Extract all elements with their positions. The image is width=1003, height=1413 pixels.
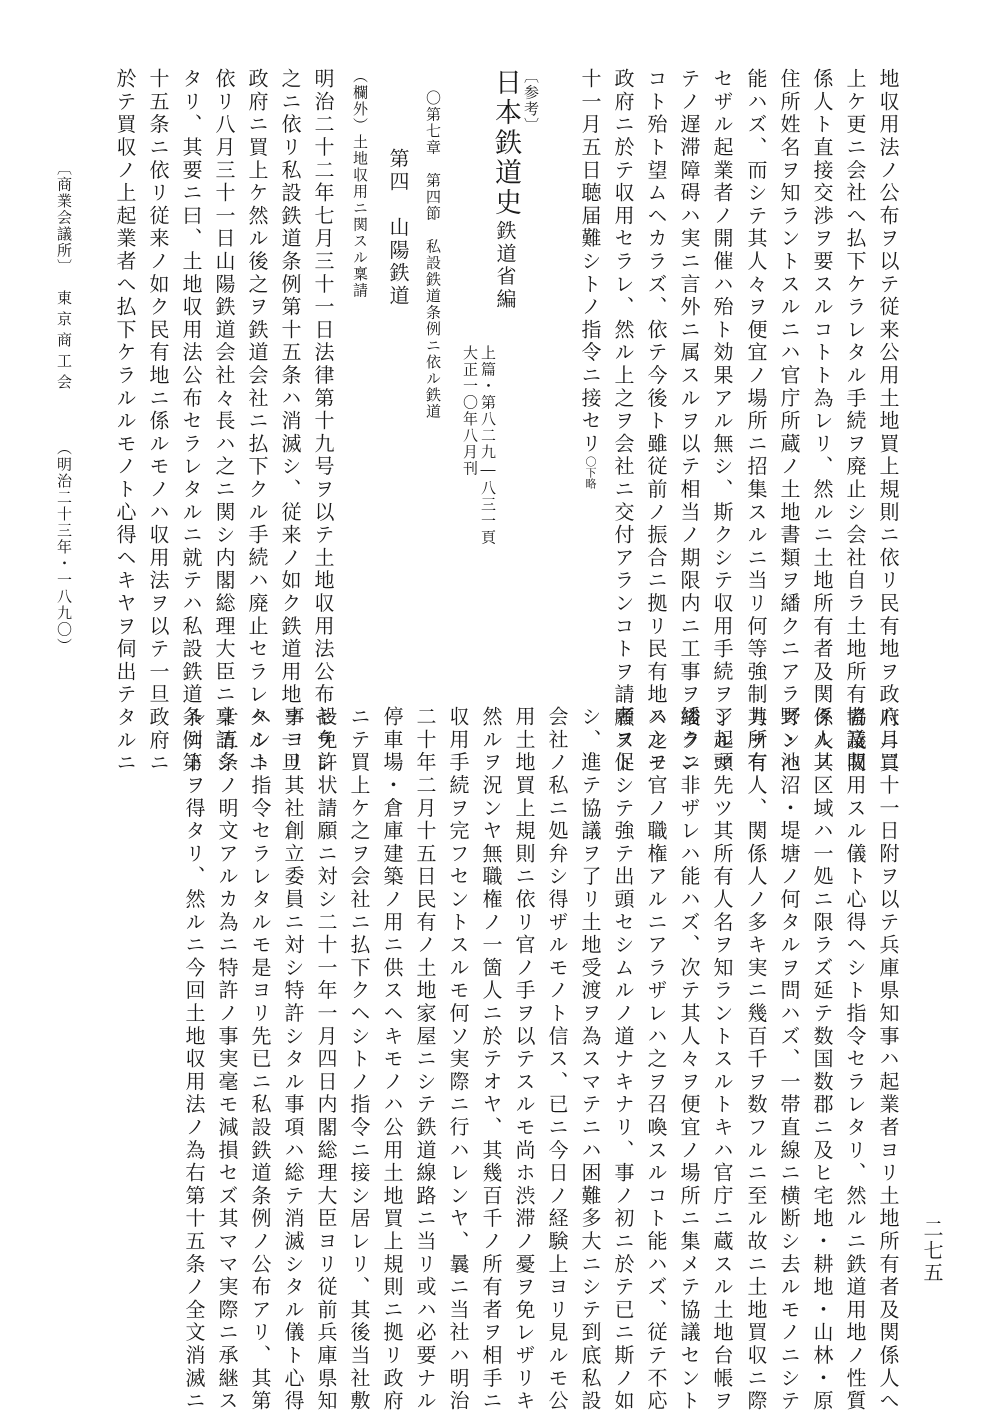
body-line: 政府ニ於テ収用セラレ、然ル上之ヲ会社ニ交付アランコトヲ請願スト xyxy=(611,68,635,775)
body-line: セザル起業者ノ開催ハ殆ト効果アル無シ、斯クシテ収用手続ヲ了ルマ xyxy=(710,68,734,775)
body-line: スルモ官ノ職権アルニアラザレハ之ヲ召喚スルコト能ハズ、従テ不応 xyxy=(644,706,668,1413)
body-line: 野・池沼・堤塘ノ何タルヲ問ハズ、一帯直線ニ横断シ去ルモノニシテ xyxy=(777,706,801,1413)
body-line: 係人ト直接交渉ヲ要スルコトト為レリ、然ルニ土地所有者及関係人ノ xyxy=(810,68,834,775)
reference-section: 第四 山陽鉄道 xyxy=(386,148,410,308)
body-line: 能ハズ、而シテ其人々ヲ便宜ノ場所ニ招集スルニ当リ何等強制力ヲ有 xyxy=(744,68,768,775)
body-line: 停車場・倉庫建築ノ用ニ供スヘキモノハ公用土地買上規則ニ拠リ政府 xyxy=(380,706,404,1413)
body-line: 事ヨリ其社創立委員ニ対シ特許シタル事項ハ総テ消滅シタル儀ト心得 xyxy=(281,706,305,1413)
body-line: 八月二十一日附ヲ以テ兵庫県知事ハ起業者ヨリ土地所有者及関係人へ xyxy=(876,706,900,1413)
body-line: ヘシト指令セラレタルモ是ヨリ先已ニ私設鉄道条例ノ公布アリ、其第 xyxy=(248,706,272,1413)
body-line: 住所姓名ヲ知ラントスルニハ官庁所蔵ノ土地書類ヲ繙クニアラズンハ xyxy=(777,68,801,775)
body-line: 会社ノ私ニ処弁シ得ザルモノト信ス、已ニ今日ノ経験上ヨリ見ルモ公 xyxy=(545,706,569,1413)
page-number: 二七五 xyxy=(920,1218,944,1284)
body-line: 之ニ依リ私設鉄道条例第十五条ハ消滅シ、従来ノ如ク鉄道用地ヲ一旦 xyxy=(278,68,302,775)
source-date: （明治二十三年・一八九〇） xyxy=(55,440,73,655)
body-line: 用土地買上規則ニ依リ官ノ手ヲ以テスルモ尚ホ渋滞ノ憂ヲ免レザリキ xyxy=(512,706,536,1413)
body-line: 然ルヲ況ンヤ無職権ノ一箇人ニ於テオヤ、其幾百千ノ所有者ヲ相手ニ xyxy=(479,706,503,1413)
body-line: 二十年二月十五日民有ノ土地家屋ニシテ鉄道線路ニ当リ或ハ必要ナル xyxy=(413,706,437,1413)
reference-chapter: 〇第七章 第四節 私設鉄道条例ニ依ル鉄道 xyxy=(424,90,442,420)
reference-book-title: 日本鉄道史 xyxy=(490,68,521,218)
reference-volume-pages: 上篇・第八二九―八三一頁 xyxy=(479,345,497,546)
body-line: 政府ニ買上ケ然ル後之ヲ鉄道会社ニ払下クル手続ハ廃止セラレタルニ xyxy=(245,68,269,775)
body-line: 収用手続ヲ完フセントスルモ何ソ実際ニ行ハレンヤ、曩ニ当社ハ明治 xyxy=(446,706,470,1413)
body-line: 上ケ更ニ会社へ払下ケラレタル手続ヲ廃止シ会社自ラ土地所有者及関 xyxy=(843,68,867,775)
body-line: シ起頭先ツ其所有人名ヲ知ラントスルトキハ官庁ニ蔵スル土地台帳ヲ xyxy=(710,706,734,1413)
reference-editor: 鉄道省編 xyxy=(493,220,517,312)
body-line: タリ、其要ニ曰、土地収用法公布セラレタルニ就テハ私設鉄道条例第 xyxy=(179,68,203,775)
body-line: 協議収用スル儀ト心得ヘシト指令セラレタリ、然ルニ鉄道用地ノ性質 xyxy=(843,706,867,1413)
body-line: 地収用法ノ公布ヲ以テ従来公用土地買上規則ニ依リ民有地ヲ政府ニ買 xyxy=(876,68,900,775)
body-line: 者ヲ促シテ強テ出頭セシムルノ道ナキナリ、事ノ初ニ於テ已ニ斯ノ如 xyxy=(611,706,635,1413)
body-line: 設免許状請願ニ対シ二十一年一月四日内閣総理大臣ヨリ従前兵庫県知 xyxy=(314,706,338,1413)
body-line: 於テ買収ノ上起業者へ払下ケラルルモノト心得ヘキヤヲ伺出テタルニ xyxy=(113,68,137,775)
body-line: 十五条ノ明文アルカ為ニ特許ノ事実毫モ減損セズ其ママ実際ニ承継ス xyxy=(215,706,239,1413)
body-line: シ、進テ協議ヲ了リ土地受渡ヲ為スマテニハ困難多大ニシテ到底私設 xyxy=(578,706,602,1413)
reference-published: 大正一〇年八月刊 xyxy=(461,345,479,477)
body-line: 其所有人、関係人ノ多キ実ニ幾百千ヲ数フルニ至ル故ニ土地買収ニ際 xyxy=(744,706,768,1413)
body-line: タル其区域ハ一処ニ限ラズ延テ数国数郡ニ及ヒ宅地・耕地・山林・原 xyxy=(810,706,834,1413)
body-line-last xyxy=(580,68,600,668)
body-line: ニテ買上ケ之ヲ会社ニ払下クヘシトノ指令ニ接シ居レリ、其後当社敷 xyxy=(347,706,371,1413)
body-line: 依リ八月三十一日山陽鉄道会社々長ハ之ニ関シ内閣総理大臣ニ稟請シ xyxy=(212,68,236,775)
reference-label: 〔参考〕 xyxy=(522,68,540,134)
body-line: 明治二十二年七月三十一日法律第十九号ヲ以テ土地収用法公布セラレ xyxy=(311,68,335,775)
body-line: コト殆ト望ムヘカラズ、依テ今後ト雖従前ノ振合ニ拠リ民有地ハ之ヲ xyxy=(644,68,668,775)
body-line: 繙クニ非ザレハ能ハズ、次テ其人々ヲ便宜ノ場所ニ集メテ協議セント xyxy=(677,706,701,1413)
reference-column-note: （欄外）土地収用ニ関スル稟請 xyxy=(351,68,369,299)
body-line: 十五条ニ依リ従来ノ如ク民有地ニ係ルモノハ収用法ヲ以テ一旦政府ニ xyxy=(146,68,170,775)
source-name: 東京商工会 xyxy=(55,290,73,395)
omission-note: 〇下略 xyxy=(584,455,597,489)
body-line-text: 十一月五日聴届難シトノ指令ニ接セリ xyxy=(578,68,602,456)
body-line: ルコトヲ得タリ、然ルニ今回土地収用法ノ為右第十五条ノ全文消滅ニ xyxy=(182,706,206,1413)
source-org: 〔商業会議所〕 xyxy=(55,160,73,276)
body-line: テノ遅滞障碍ハ実ニ言外ニ属スルヲ以テ相当ノ期限内ニ工事ヲ竣ラン xyxy=(677,68,701,775)
